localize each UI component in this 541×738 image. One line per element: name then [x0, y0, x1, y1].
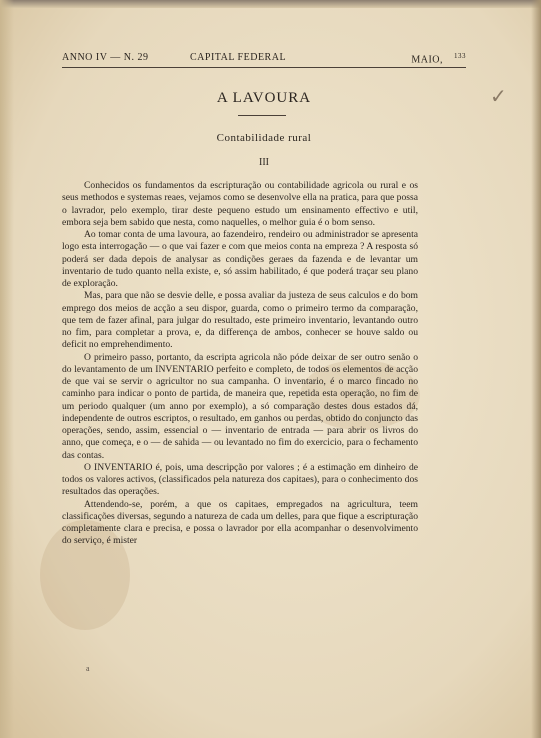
header-rule [62, 67, 466, 68]
paragraph: O primeiro passo, portanto, da escripta agricola não póde deixar de ser outro senão o do levantamento de um INVENTARIO perfeito e completo, de todos os elementos de acção de que vai se servir o agricultor no sua campanha. O inventario, é o marco fincado no caminho para indicar o ponto de partida, de maneira que, repetida esta operação, no fim de um periodo qualquer (um anno por exemplo), a só comparação destes dous estados dá, independente de outros escriptos, o resultado, em ganhos ou perdas, obtido do conjuncto das operações, sendo, assim, essencial o — inventario de entrada — para abrir os livros do anno, que começa, e o — de sahida — ou levantado no fim do exercicio, para o fechamento das contas. [62, 351, 418, 461]
issue-month: MAIO, $^{133}$ [411, 52, 466, 66]
paragraph: Attendendo-se, porém, a que os capitaes, empregados na agricultura, teem classificações diversas, segundo a natureza de cada um delles, para que fique a escripturação completamente clara e precisa, e possa o lavrador por ella acompanhar o desenvolvimento do serviço, é mister [62, 498, 418, 547]
publication-place: CAPITAL FEDERAL [190, 52, 287, 63]
paragraph: Ao tomar conta de uma lavoura, ao fazendeiro, rendeiro ou administrador se apresenta logo esta interrogação — o que vai fazer e com que meios conta na empreza ? A resposta só poderá ser dada depois de analysar as condições geraes da fazenda e de levantar um inventario de tudo quanto nella existe, e, só assim habilitado, é que poderá traçar seu plano de exploração. [62, 229, 418, 289]
page-edge-left [0, 0, 14, 738]
check-mark-icon: ✓ [490, 84, 507, 108]
article-subtitle: Contabilidade rural [216, 132, 312, 144]
paragraph: Mas, para que não se desvie delle, e possa avaliar da justeza de seus calculos e do bom emprego dos meios de acção a seu dispor, guarda, como o primeiro termo da comparação, que tem de fazer afinal, para julgar do resultado, este primeiro inventario, levantando outro no fim, para completar a prova, e, da differença de ambos, conhecer se houve saldo ou deficit no emprehendimento. [62, 290, 418, 351]
page-title: A LAVOURA [216, 90, 312, 106]
section-number: III [259, 157, 269, 168]
page-marker: a [86, 664, 90, 673]
issue-number: ANNO IV — N. 29 [62, 52, 149, 63]
paragraph: Conhecidos os fundamentos da escripturação ou contabilidade agricola ou rural e os seus methodos e systemas reaes, vejamos como se desenvolve ella na pratica, para que possa o lavrador, pelo exemplo, tirar deste pequeno estudo um ensinamento effectivo e util, embora seja bem sabido que nesta, como naquelles, o melhor guia é o bom senso. [62, 180, 418, 228]
page-edge-right [531, 0, 541, 738]
running-header [62, 52, 466, 66]
paragraph: O INVENTARIO é, pois, uma descripção por valores ; é a estimação em dinheiro de todos os valores activos, (classificados pela natureza dos capitaes), para o conhecimento dos resultados das operações. [62, 461, 418, 498]
page-edge-top [0, 0, 541, 8]
folio-number: 133 [454, 52, 466, 60]
article-body [62, 180, 418, 548]
title-rule [238, 115, 286, 116]
